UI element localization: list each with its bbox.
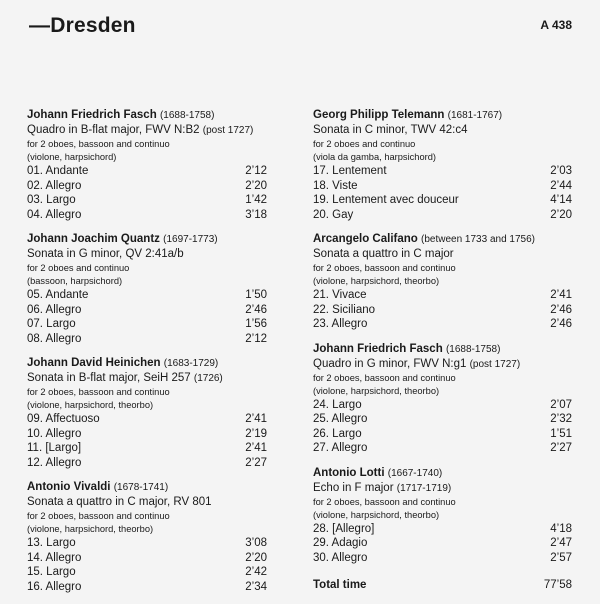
work-title: Sonata in B-flat major, SeiH 257 <box>27 372 191 384</box>
work-title-line <box>313 247 572 262</box>
scoring-line: (violone, harpsichord, theorbo) <box>313 276 440 286</box>
work-title-line <box>313 357 572 372</box>
track-time: 2’46 <box>550 318 572 330</box>
track-time: 3’18 <box>245 208 267 221</box>
track-time: 3’08 <box>245 537 267 549</box>
work-block <box>313 466 572 566</box>
track-time: 1’50 <box>245 289 267 301</box>
track-row <box>27 456 267 471</box>
track-row <box>27 536 267 551</box>
track-label: 28. [Allegro] <box>313 522 375 535</box>
work-block <box>313 342 572 456</box>
composer-dates: (1667-1740) <box>387 467 443 479</box>
track-label: 06. Allegro <box>27 303 82 316</box>
track-row <box>313 193 572 208</box>
track-label: 23. Allegro <box>313 318 368 330</box>
track-label: 25. Allegro <box>313 413 368 425</box>
scoring-line: for 2 oboes, bassoon and continuo <box>27 511 170 521</box>
track-row <box>313 522 572 537</box>
track-label: 27. Allegro <box>313 442 368 454</box>
track-label: 26. Largo <box>313 427 362 440</box>
work-title: Sonata a quattro in C major <box>313 248 454 260</box>
track-time: 2’47 <box>550 537 572 549</box>
track-row <box>313 441 572 456</box>
track-time: 2’19 <box>245 427 267 440</box>
track-time: 2’03 <box>550 165 572 177</box>
track-time: 2’20 <box>245 551 267 564</box>
work-block <box>27 232 267 346</box>
work-title-dates: (1726) <box>193 373 223 384</box>
track-row <box>27 288 267 303</box>
track-time: 2’12 <box>245 165 267 177</box>
work-title-dates: (post 1727) <box>469 358 521 370</box>
work-title-line <box>27 371 267 386</box>
track-label: 10. Allegro <box>27 427 82 440</box>
track-label: 12. Allegro <box>27 456 82 469</box>
track-time: 2’42 <box>245 566 267 578</box>
composer-name: Johann David Heinichen <box>27 357 161 369</box>
track-label: 09. Affectuoso <box>27 413 100 425</box>
track-label: 11. [Largo] <box>27 442 82 454</box>
track-label: 05. Andante <box>27 289 89 301</box>
track-label: 07. Largo <box>27 318 76 330</box>
track-label: 01. Andante <box>27 165 89 177</box>
track-label: 02. Allegro <box>27 179 82 192</box>
track-label: 19. Lentement avec douceur <box>313 194 459 206</box>
track-time: 4’18 <box>550 522 572 535</box>
work-title-dates: (post 1727) <box>202 125 254 136</box>
scoring-line: for 2 oboes, bassoon and continuo <box>313 263 456 273</box>
work-block <box>27 356 267 470</box>
scoring-line: (bassoon, harpsichord) <box>27 276 123 286</box>
total-time-value: 77’58 <box>543 579 572 591</box>
work-title-line <box>27 123 267 138</box>
track-label: 03. Largo <box>27 194 76 206</box>
composer-dates: (1681-1767) <box>447 110 503 121</box>
track-row <box>313 179 572 194</box>
work-title-line <box>313 123 572 138</box>
track-row <box>27 412 267 427</box>
track-row <box>27 441 267 456</box>
track-row <box>27 303 267 318</box>
composer-name: Johann Joachim Quantz <box>27 233 160 245</box>
scoring-line: for 2 oboes, bassoon and continuo <box>27 387 170 397</box>
composer-name: Georg Philipp Telemann <box>313 109 445 121</box>
composer-dates: (1697-1773) <box>163 234 218 245</box>
track-label: 30. Allegro <box>313 551 368 564</box>
track-row <box>27 427 267 442</box>
work-title: Sonata in C minor, TWV 42:c4 <box>313 124 468 136</box>
work-title-line <box>27 247 267 262</box>
track-row <box>313 164 572 179</box>
track-time: 2’44 <box>550 179 572 192</box>
scoring-line: (viola da gamba, harpsichord) <box>313 152 436 162</box>
track-time: 2’34 <box>245 580 267 593</box>
total-time <box>313 579 572 591</box>
track-row <box>27 317 267 332</box>
track-row <box>313 303 572 318</box>
track-time: 2’32 <box>550 413 572 425</box>
composer-dates: (1678-1741) <box>113 482 169 493</box>
track-label: 20. Gay <box>313 208 354 221</box>
track-label: 13. Largo <box>27 537 76 549</box>
work-title: Echo in F major <box>313 481 394 494</box>
left-column <box>27 108 267 604</box>
work-title-dates: (1717-1719) <box>396 482 452 494</box>
track-label: 29. Adagio <box>313 537 368 549</box>
track-row <box>313 288 572 303</box>
work-title-line <box>313 481 572 496</box>
track-row <box>313 536 572 551</box>
scoring-line: (violone, harpsichord, theorbo) <box>27 400 154 410</box>
total-time-label: Total time <box>313 579 367 591</box>
scoring-line: (violone, harpsichord, theorbo) <box>313 509 440 520</box>
composer-dates: (1688-1758) <box>445 343 501 355</box>
track-row <box>27 332 267 347</box>
track-time: 2’20 <box>245 179 267 192</box>
track-row <box>27 179 267 194</box>
composer-dates: (1683-1729) <box>163 358 219 369</box>
track-row <box>313 398 572 413</box>
track-time: 1’42 <box>245 194 267 206</box>
track-row <box>27 580 267 595</box>
scoring-line: (violone, harpsichord, theorbo) <box>27 524 154 534</box>
track-time: 2’41 <box>245 413 267 425</box>
composer-line <box>313 342 572 357</box>
track-label: 17. Lentement <box>313 165 387 177</box>
track-time: 2’07 <box>550 398 572 411</box>
track-time: 2’41 <box>245 442 267 454</box>
catalog-number: A 438 <box>540 18 572 32</box>
track-label: 22. Siciliano <box>313 303 376 316</box>
composer-line <box>27 356 267 371</box>
track-time: 2’27 <box>550 442 572 454</box>
composer-line <box>27 108 267 123</box>
composer-line <box>27 480 267 495</box>
track-row <box>27 208 267 223</box>
scoring-line: for 2 oboes and continuo <box>313 139 416 149</box>
scoring-line: (violone, harpsichord, theorbo) <box>313 385 440 396</box>
track-time: 2’46 <box>550 303 572 316</box>
track-label: 16. Allegro <box>27 580 82 593</box>
scoring-line: for 2 oboes, bassoon and continuo <box>313 496 456 507</box>
work-title: Quadro in B-flat major, FWV N:B2 <box>27 124 200 136</box>
track-time: 2’57 <box>550 551 572 564</box>
work-title: Sonata in G minor, QV 2:41a/b <box>27 248 184 260</box>
composer-line <box>313 232 572 247</box>
track-label: 15. Largo <box>27 566 76 578</box>
scoring-line: for 2 oboes, bassoon and continuo <box>27 139 170 149</box>
scoring-line: for 2 oboes and continuo <box>27 263 130 273</box>
track-time: 2’27 <box>245 456 267 469</box>
work-block <box>313 108 572 222</box>
track-row <box>27 164 267 179</box>
track-time: 1’56 <box>245 318 267 330</box>
track-label: 18. Viste <box>313 179 358 192</box>
track-time: 4’14 <box>550 194 572 206</box>
track-time: 1’51 <box>550 427 572 440</box>
scoring-line: (violone, harpsichord) <box>27 152 117 162</box>
track-time: 2’46 <box>245 303 267 316</box>
track-row <box>313 208 572 223</box>
track-label: 08. Allegro <box>27 332 82 345</box>
work-title-line <box>27 495 267 510</box>
composer-dates: (between 1733 and 1756) <box>421 234 535 245</box>
track-row <box>313 427 572 442</box>
right-column-works <box>313 108 572 565</box>
composer-line <box>313 108 572 123</box>
work-block <box>27 480 267 594</box>
track-label: 04. Allegro <box>27 208 82 221</box>
composer-name: Antonio Vivaldi <box>27 481 111 493</box>
track-time: 2’12 <box>245 332 267 345</box>
track-row <box>27 193 267 208</box>
composer-name: Arcangelo Califano <box>313 233 418 245</box>
track-label: 21. Vivace <box>313 289 367 301</box>
track-row <box>27 565 267 580</box>
composer-name: Antonio Lotti <box>313 466 385 479</box>
track-time: 2’41 <box>550 289 572 301</box>
track-label: 24. Largo <box>313 398 362 411</box>
right-column <box>313 108 572 591</box>
work-block <box>27 108 267 222</box>
composer-line <box>313 466 572 481</box>
work-title: Quadro in G minor, FWV N:g1 <box>313 357 467 370</box>
scoring-line: for 2 oboes, bassoon and continuo <box>313 372 456 383</box>
track-row <box>313 412 572 427</box>
work-title: Sonata a quattro in C major, RV 801 <box>27 496 212 508</box>
track-label: 14. Allegro <box>27 551 82 564</box>
composer-name: Johann Friedrich Fasch <box>27 109 157 121</box>
page-title: —Dresden <box>29 14 136 37</box>
track-time: 2’20 <box>550 208 572 221</box>
composer-dates: (1688-1758) <box>159 110 215 121</box>
track-row <box>27 551 267 566</box>
composer-name: Johann Friedrich Fasch <box>313 342 443 355</box>
work-block <box>313 232 572 332</box>
composer-line <box>27 232 267 247</box>
track-row <box>313 551 572 566</box>
track-row <box>313 317 572 332</box>
